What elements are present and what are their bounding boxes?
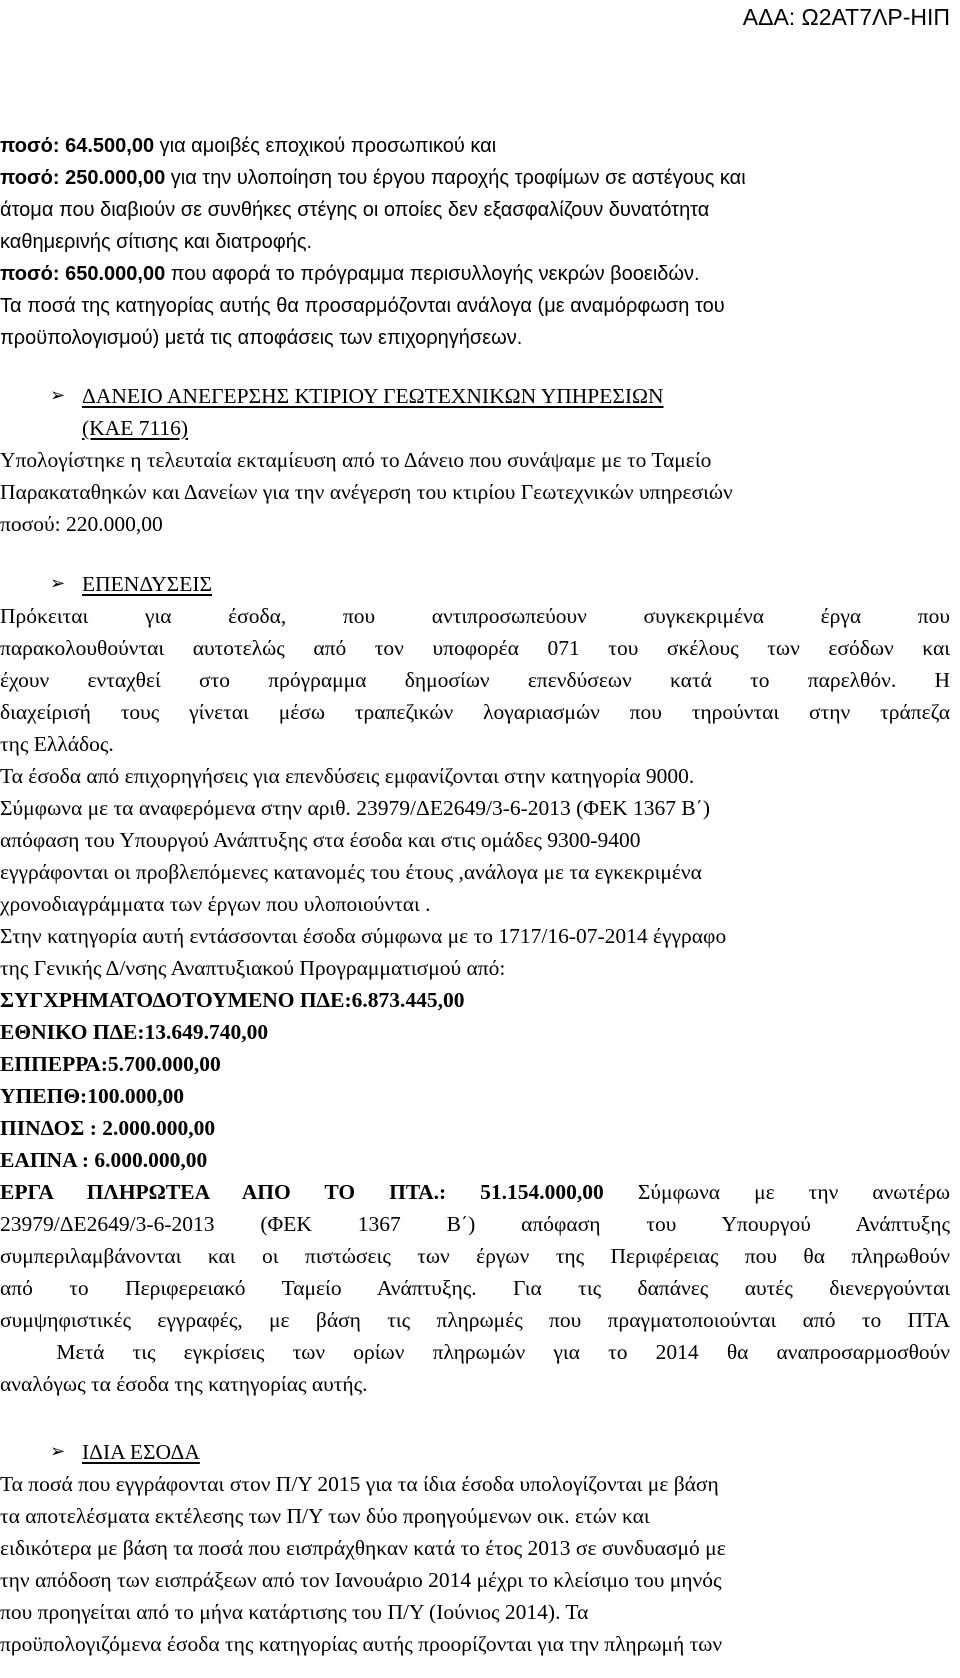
intro-line: ποσό: 64.500,00 για αμοιβές εποχικού προσωπικού και (0, 135, 497, 157)
intro-line: άτομα που διαβιούν σε συνθήκες στέγης οι οποίες δεν εξασφαλίζουν δυνατότητα (0, 199, 710, 221)
fund-item: ΥΠΕΠΘ:100.000,00 (0, 1084, 184, 1108)
fund-item: ΣΥΓΧΡΗΜΑΤΟΔΟΤΟΥΜΕΝΟ ΠΔΕ:6.873.445,00 (0, 988, 465, 1012)
own-revenue-title: ΙΔΙΑ ΕΣΟΔΑ (82, 1440, 200, 1464)
fund-item: ΠΙΝΔΟΣ : 2.000.000,00 (0, 1116, 216, 1140)
section-heading (0, 1436, 950, 1468)
intro-line: Τα ποσά της κατηγορίας αυτής θα προσαρμόζονται ανάλογα (με αναμόρφωση του (0, 295, 725, 317)
pta-amount: ΕΡΓΑ ΠΛΗΡΩΤΕΑ ΑΠΟ ΤΟ ΠΤΑ.: 51.154.000,00 (0, 1180, 604, 1204)
arrow-bullet-icon: ➢ (50, 385, 66, 406)
arrow-bullet-icon: ➢ (50, 1441, 66, 1462)
investments-title: ΕΠΕΝΔΥΣΕΙΣ (82, 572, 212, 596)
investments-paragraph-2: Τα έσοδα από επιχορηγήσεις για επενδύσεις εμφανίζονται στην κατηγορία 9000. (0, 764, 695, 788)
loan-paragraph: Υπολογίστηκε η τελευταία εκταμίευση από το Δάνειο που συνάψαμε με το Ταμείο Παρακαταθηκών και Δανείων για την ανέγερση του κτιρίου Γεωτεχνικών υπηρεσιών ποσού: 220.000,00 (0, 448, 733, 536)
section-heading (0, 380, 950, 444)
loan-title-line-1: ΔΑΝΕΙΟ ΑΝΕΓΕΡΣΗΣ ΚΤΙΡΙΟΥ ΓΕΩΤΕΧΝΙΚΩΝ ΥΠΗΡΕΣΙΩΝ (82, 384, 664, 408)
investments-section (0, 568, 950, 1400)
intro-line: ποσό: 250.000,00 για την υλοποίηση του έργου παροχής τροφίμων σε αστέγους και (0, 167, 746, 189)
investments-paragraph-4: Στην κατηγορία αυτή εντάσσονται έσοδα σύμφωνα με το 1717/16-07-2014 έγγραφο της Γενικής Δ/νσης Αναπτυξιακού Προγραμματισμού από: (0, 924, 727, 980)
fund-item: ΕΑΠΝΑ : 6.000.000,00 (0, 1148, 208, 1172)
arrow-bullet-icon: ➢ (50, 573, 66, 594)
investments-paragraph-3: Σύμφωνα με τα αναφερόμενα στην αριθ. 23979/ΔΕ2649/3-6-2013 (ΦΕΚ 1367 Β΄) απόφαση του Υπουργού Ανάπτυξης στα έσοδα και στις ομάδες 9300-9400 εγγράφονται οι προβλεπόμενες κατανομές του έτους ,ανάλογα με τα εγκεκριμένα χρονοδιαγράμματα των έργων που υλοποιούνται . (0, 796, 711, 916)
section-heading (0, 568, 950, 600)
amount: ποσό: 64.500,00 (0, 135, 155, 157)
loan-title-line-2: (ΚΑΕ 7116) (82, 416, 189, 440)
investments-paragraph-1: Πρόκειται για έσοδα, που αντιπροσωπεύουν συγκεκριμένα έργα που παρακολουθούνται αυτοτελώς από τον υποφορέα 071 του σκέλους των εσόδων και έχουν ενταχθεί στο πρόγραμμα δημοσίων επενδύσεων κατά το παρελθόν. Η διαχείρισή τους γίνεται μέσω τραπεζικών λογαριασμών που τηρούνται στην τράπεζα της Ελλάδος. (0, 604, 950, 756)
intro-line: ποσό: 650.000,00 που αφορά το πρόγραμμα περισυλλογής νεκρών βοοειδών. (0, 263, 700, 285)
intro-block (0, 130, 950, 354)
pta-paragraph: ΕΡΓΑ ΠΛΗΡΩΤΕΑ ΑΠΟ ΤΟ ΠΤΑ.: 51.154.000,00 Σύμφωνα με την ανωτέρω 23979/ΔΕ2649/3-6-2013 (ΦΕΚ 1367 Β΄) απόφαση του Υπουργού Ανάπτυξης συμπεριλαμβάνονται και οι πιστώσεις των έργων της Περιφέρειας που θα πληρωθούν από το Περιφερειακό Ταμείο Ανάπτυξης. Για τις δαπάνες αυτές διενεργούνται συμψηφιστικές εγγραφές, με βάση τις πληρωμές που πραγματοποιούνται από το ΠΤΑ Μετά τις εγκρίσεις των ορίων πληρωμών για το 2014 θα αναπροσαρμοσθούν αναλόγως τα έσοδα της κατηγορίας αυτής. (0, 1180, 951, 1396)
amount: ποσό: 650.000,00 (0, 263, 166, 285)
fund-item: ΕΘΝΙΚΟ ΠΔΕ:13.649.740,00 (0, 1020, 269, 1044)
document-ada-code: ΑΔΑ: Ω2ΑΤ7ΛΡ-ΗΙΠ (742, 4, 950, 30)
funds-list (0, 984, 950, 1176)
amount: ποσό: 250.000,00 (0, 167, 166, 189)
loan-section (0, 380, 950, 540)
own-revenue-section (0, 1436, 950, 1660)
document-page (0, 130, 950, 1660)
intro-line: καθημερινής σίτισης και διατροφής. (0, 231, 313, 253)
own-revenue-paragraph: Τα ποσά που εγγράφονται στον Π/Υ 2015 για τα ίδια έσοδα υπολογίζονται με βάση τα αποτελέσματα εκτέλεσης των Π/Υ των δύο προηγούμενων οικ. ετών και ειδικότερα με βάση τα ποσά που εισπράχθηκαν κατά το έτος 2013 σε συνδυασμό με την απόδοση των εισπράξεων από τον Ιανουάριο 2014 μέχρι το κλείσιμο του μηνός που προηγείται από το μήνα κατάρτισης του Π/Υ (Ιούνιος 2014). Τα προϋπολογιζόμενα έσοδα της κατηγορίας αυτής προορίζονται για την πληρωμή των (0, 1472, 726, 1656)
intro-line: προϋπολογισμού) μετά τις αποφάσεις των επιχορηγήσεων. (0, 327, 523, 349)
fund-item: ΕΠΠΕΡΡΑ:5.700.000,00 (0, 1052, 221, 1076)
